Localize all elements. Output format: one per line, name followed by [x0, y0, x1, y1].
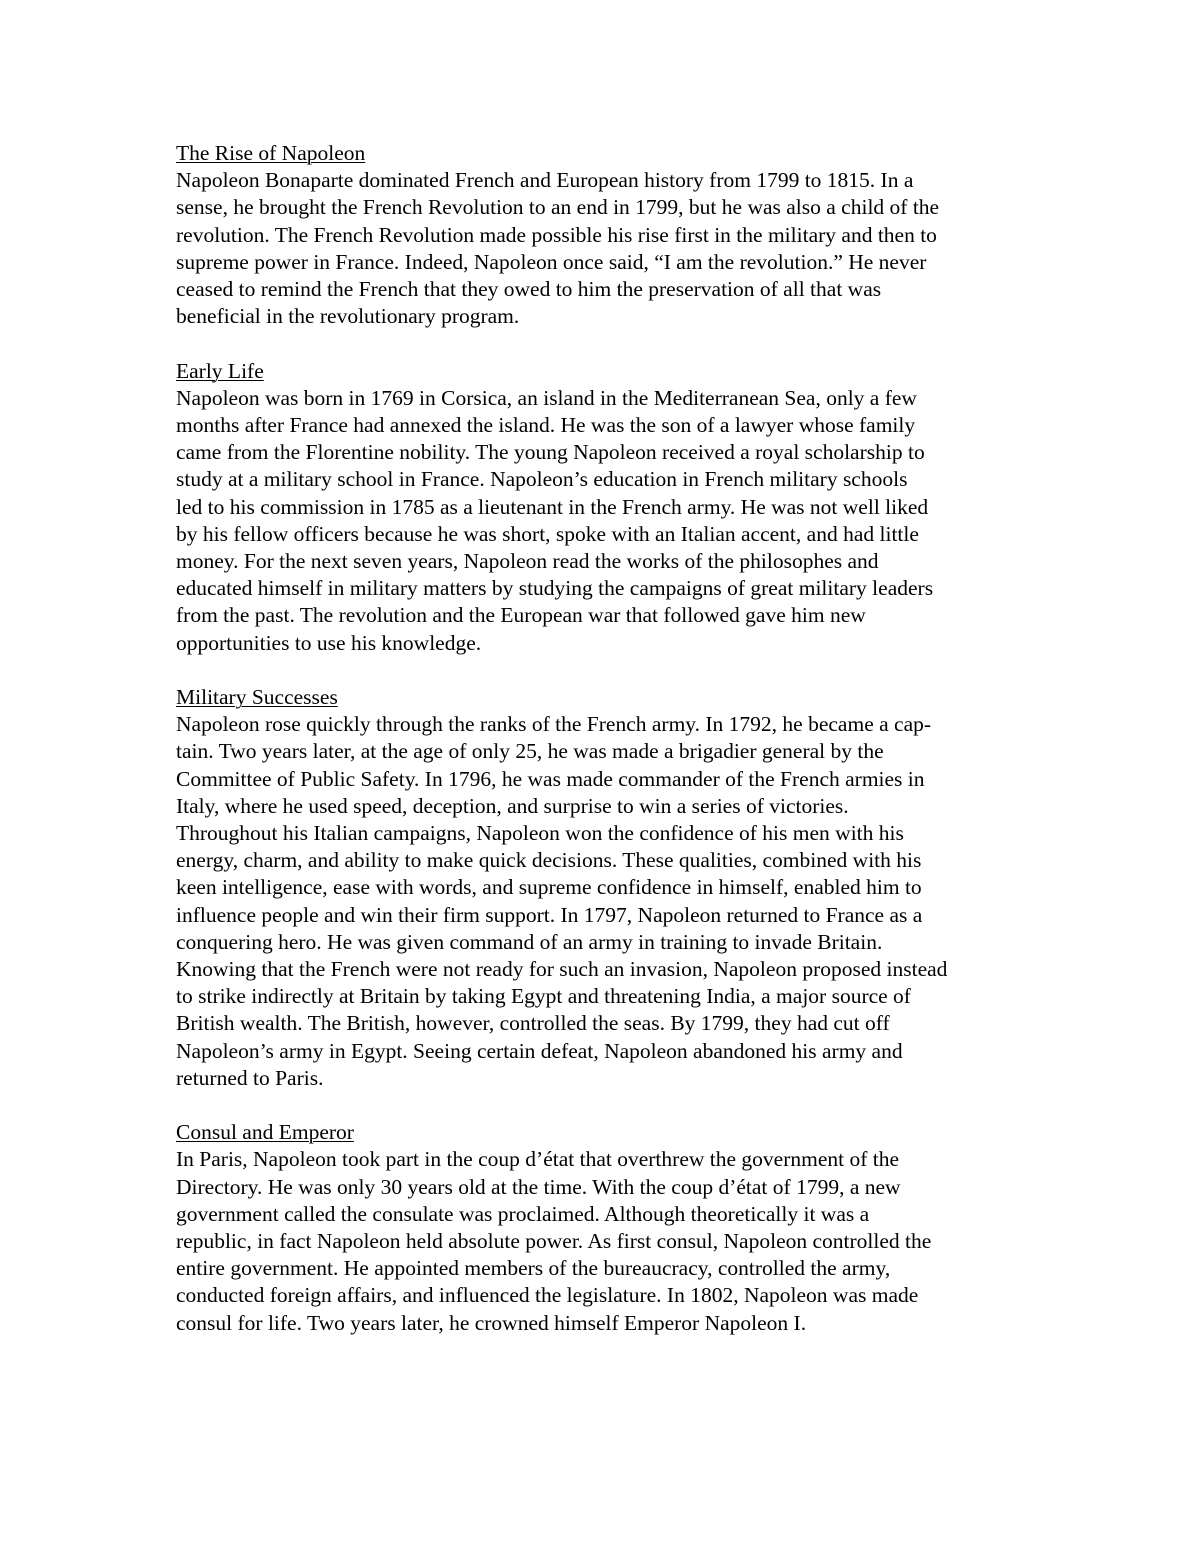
section-rise-of-napoleon	[176, 140, 1046, 330]
paragraph-line: government called the consulate was proclaimed. Although theoretically it was a	[176, 1201, 870, 1226]
paragraph-line: Knowing that the French were not ready for such an invasion, Napoleon proposed instead	[176, 957, 948, 982]
paragraph-line: In Paris, Napoleon took part in the coup d’état that overthrew the government of the	[176, 1147, 900, 1172]
paragraph-line: entire government. He appointed members of the bureaucracy, controlled the army,	[176, 1256, 891, 1281]
paragraph-line: study at a military school in France. Napoleon’s education in French military schools	[176, 467, 908, 492]
section-early-life	[176, 358, 1046, 657]
section-heading: Military Successes	[176, 685, 338, 710]
paragraph-line: sense, he brought the French Revolution to an end in 1799, but he was also a child of the	[176, 195, 940, 220]
section-heading: The Rise of Napoleon	[176, 141, 366, 165]
section-consul-and-emperor	[176, 1119, 1046, 1337]
paragraph-line: by his fellow officers because he was short, spoke with an Italian accent, and had little	[176, 521, 919, 546]
paragraph-line: came from the Florentine nobility. The young Napoleon received a royal scholarship to	[176, 440, 925, 465]
paragraph-line: beneficial in the revolutionary program.	[176, 304, 520, 329]
paragraph-line: revolution. The French Revolution made possible his rise first in the military and then to	[176, 222, 937, 247]
paragraph-line: Throughout his Italian campaigns, Napoleon won the confidence of his men with his	[176, 821, 904, 846]
paragraph-line: keen intelligence, ease with words, and supreme confidence in himself, enabled him to	[176, 875, 922, 900]
paragraph-line: Napoleon was born in 1769 in Corsica, an island in the Mediterranean Sea, only a few	[176, 385, 917, 410]
paragraph-line: Napoleon rose quickly through the ranks of the French army. In 1792, he became a cap-	[176, 712, 932, 737]
section-heading: Consul and Emperor	[176, 1120, 354, 1145]
section-military-successes	[176, 684, 1046, 1092]
paragraph-line: Napoleon Bonaparte dominated French and European history from 1799 to 1815. In a	[176, 168, 914, 193]
paragraph-line: money. For the next seven years, Napoleon read the works of the philosophes and	[176, 549, 879, 574]
paragraph-line: Directory. He was only 30 years old at the time. With the coup d’état of 1799, a new	[176, 1174, 901, 1199]
paragraph-line: to strike indirectly at Britain by taking Egypt and threatening India, a major source of	[176, 984, 911, 1009]
paragraph-line: Italy, where he used speed, deception, and surprise to win a series of victories.	[176, 793, 849, 818]
paragraph-line: returned to Paris.	[176, 1065, 324, 1090]
paragraph-line: ceased to remind the French that they owed to him the preservation of all that was	[176, 277, 882, 302]
paragraph-line: supreme power in France. Indeed, Napoleon once said, “I am the revolution.” He never	[176, 249, 927, 274]
paragraph-line: opportunities to use his knowledge.	[176, 630, 482, 655]
document-page	[176, 140, 1046, 1364]
section-heading: Early Life	[176, 358, 264, 383]
paragraph-line: conquering hero. He was given command of an army in training to invade Britain.	[176, 929, 883, 954]
paragraph-line: Napoleon’s army in Egypt. Seeing certain defeat, Napoleon abandoned his army and	[176, 1038, 903, 1063]
paragraph-line: conducted foreign affairs, and influenced the legislature. In 1802, Napoleon was made	[176, 1283, 919, 1308]
paragraph-line: influence people and win their firm support. In 1797, Napoleon returned to France as a	[176, 902, 923, 927]
paragraph-line: British wealth. The British, however, controlled the seas. By 1799, they had cut off	[176, 1011, 890, 1036]
paragraph-line: energy, charm, and ability to make quick decisions. These qualities, combined with his	[176, 848, 922, 873]
paragraph-line: Committee of Public Safety. In 1796, he was made commander of the French armies in	[176, 766, 925, 791]
paragraph-line: consul for life. Two years later, he crowned himself Emperor Napoleon I.	[176, 1310, 807, 1335]
paragraph-line: from the past. The revolution and the European war that followed gave him new	[176, 603, 866, 628]
paragraph-line: led to his commission in 1785 as a lieutenant in the French army. He was not well liked	[176, 494, 929, 519]
paragraph-line: tain. Two years later, at the age of only 25, he was made a brigadier general by the	[176, 739, 884, 764]
paragraph-line: educated himself in military matters by studying the campaigns of great military leaders	[176, 576, 934, 601]
paragraph-line: months after France had annexed the island. He was the son of a lawyer whose family	[176, 413, 916, 438]
paragraph-line: republic, in fact Napoleon held absolute power. As first consul, Napoleon controlled the	[176, 1229, 932, 1254]
